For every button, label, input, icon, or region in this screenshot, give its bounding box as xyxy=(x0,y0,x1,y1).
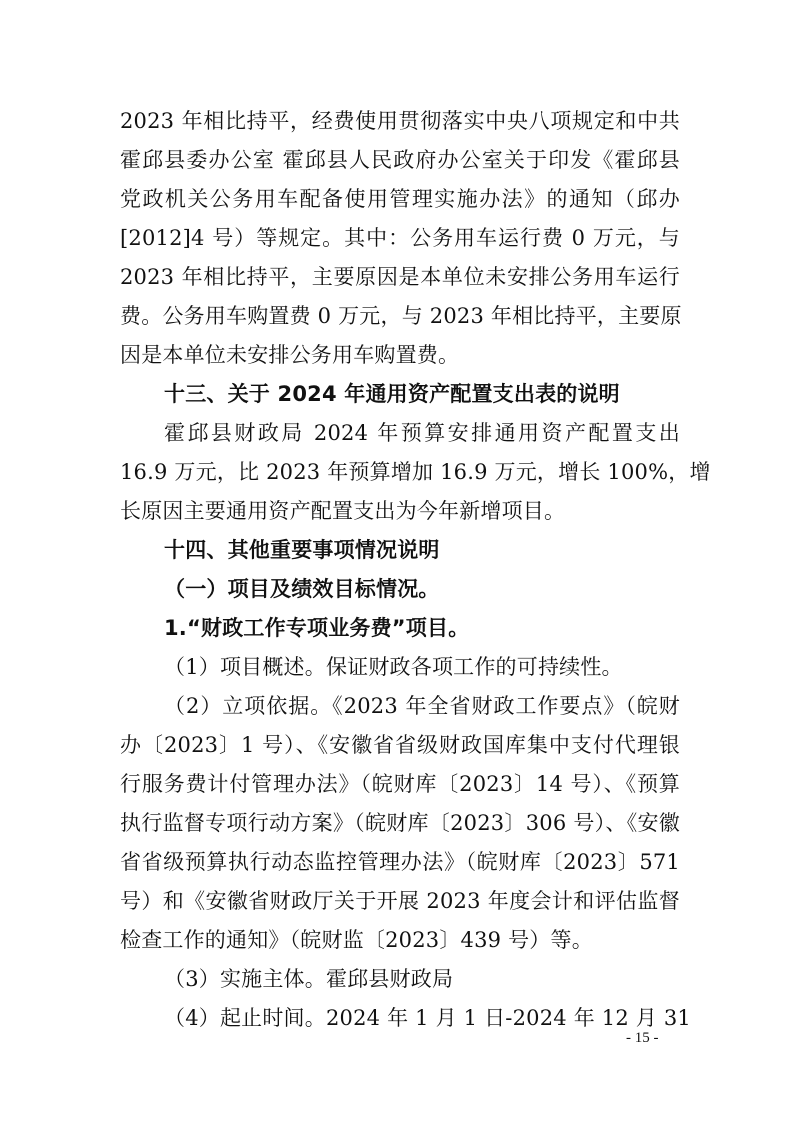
body-line: 行服务费计付管理办法》（皖财库〔2023〕14 号）、《预算 xyxy=(120,772,680,796)
body-line: 2023 年相比持平，主要原因是本单位未安排公务用车运行 xyxy=(120,265,680,289)
body-line: （4）起止时间。2024 年 1 月 1 日-2024 年 12 月 31 xyxy=(164,1006,691,1030)
body-line: 执行监督专项行动方案》（皖财库〔2023〕306 号）、《安徽 xyxy=(120,811,680,835)
body-line: 16.9 万元，比 2023 年预算增加 16.9 万元，增长 100%，增 xyxy=(120,460,711,484)
body-line: 2023 年相比持平，经费使用贯彻落实中央八项规定和中共 xyxy=(120,109,680,133)
body-line: 省省级预算执行动态监控管理办法》（皖财库〔2023〕571 xyxy=(120,850,680,874)
body-line: 办〔2023〕1 号）、《安徽省省级财政国库集中支付代理银 xyxy=(120,733,680,757)
body-line: 因是本单位未安排公务用车购置费。 xyxy=(120,343,460,367)
body-line: （1）项目概述。保证财政各项工作的可持续性。 xyxy=(164,655,623,679)
body-line: 霍邱县委办公室 霍邱县人民政府办公室关于印发《霍邱县 xyxy=(120,148,680,172)
page-number: - 15 - xyxy=(626,1030,659,1046)
body-line: [2012]4 号）等规定。其中：公务用车运行费 0 万元，与 xyxy=(120,226,680,250)
body-line: 长原因主要通用资产配置支出为今年新增项目。 xyxy=(120,499,566,523)
body-line: 党政机关公务用车配备使用管理实施办法》的通知（邱办 xyxy=(120,187,680,211)
body-line: 检查工作的通知》（皖财监〔2023〕439 号）等。 xyxy=(120,928,593,952)
body-line: （2）立项依据。《2023 年全省财政工作要点》（皖财 xyxy=(164,694,680,718)
subsection-heading: （一）项目及绩效目标情况。 xyxy=(164,577,440,601)
section-heading: 十三、关于 2024 年通用资产配置支出表的说明 xyxy=(164,382,620,406)
body-line: 号）和《安徽省财政厅关于开展 2023 年度会计和评估监督 xyxy=(120,889,680,913)
item-heading: 1.“财政工作专项业务费”项目。 xyxy=(164,616,470,640)
section-heading: 十四、其他重要事项情况说明 xyxy=(164,538,440,562)
body-line: （3）实施主体。霍邱县财政局 xyxy=(164,967,454,991)
body-line: 霍邱县财政局 2024 年预算安排通用资产配置支出 xyxy=(164,421,680,445)
body-line: 费。公务用车购置费 0 万元，与 2023 年相比持平，主要原 xyxy=(120,304,682,328)
